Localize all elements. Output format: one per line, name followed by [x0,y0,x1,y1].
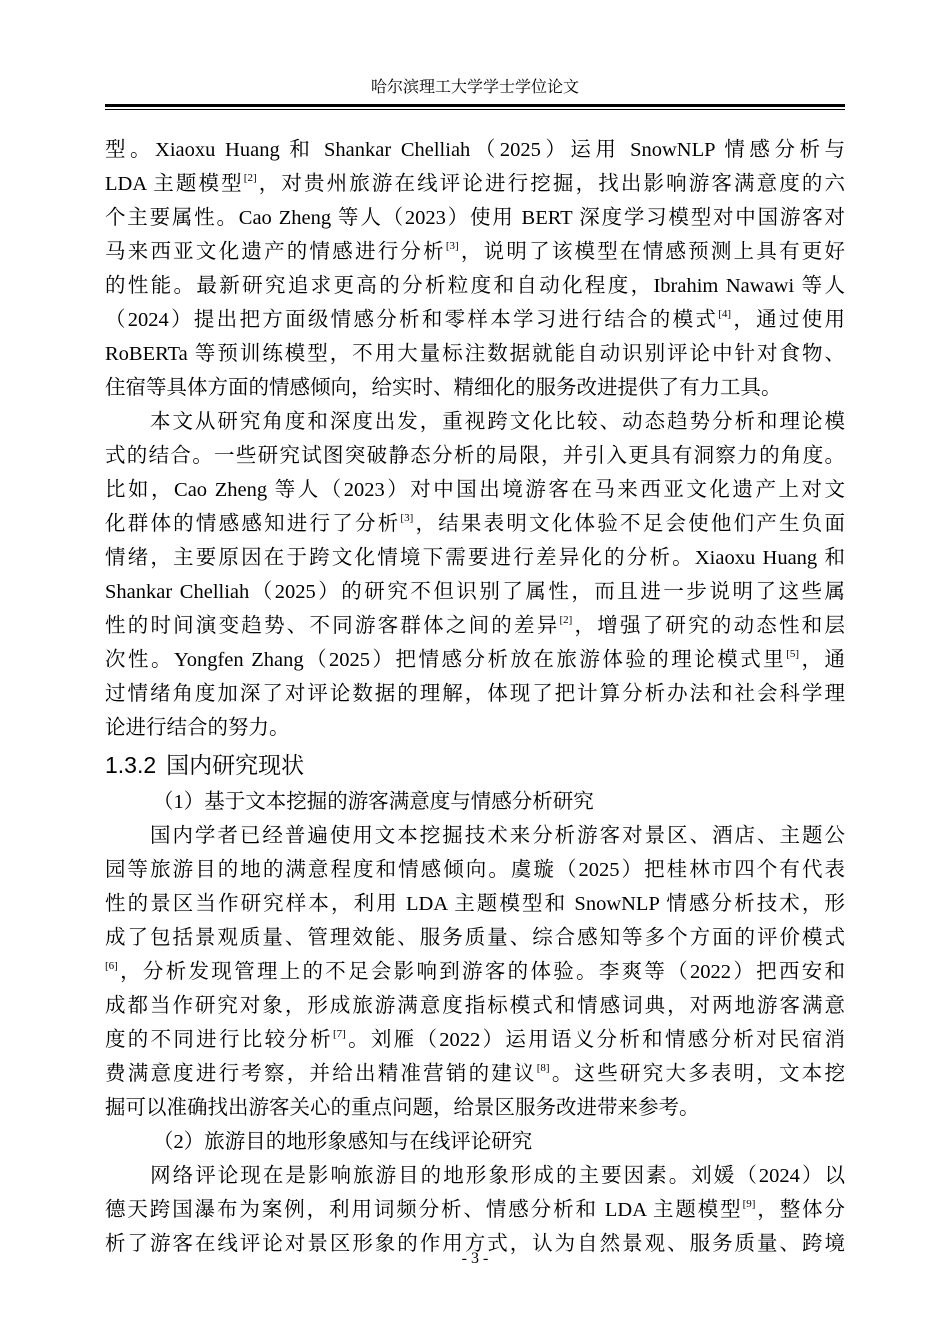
line-text-cont: ，增强了研究的动态性和层 [572,615,846,637]
line-text: LDA 主题模型 [105,173,244,195]
line-text-cont: ，结果表明文化体验不足会使他们产生负面 [413,513,846,535]
paragraph-group-2 [105,819,845,1125]
citation-ref: [2] [243,172,257,184]
page-header: 哈尔滨理工大学学士学位论文 [370,79,579,96]
line-text: 型。Xiaoxu Huang 和 Shankar Chelliah（2025）运用 SnowNLP 情感分析与 [105,139,845,161]
line-text: 化群体的情感感知进行了分析 [105,513,401,535]
line-text: 过情绪角度加深了对评论数据的理解，体现了把计算分析办法和社会科学理 [105,683,845,705]
citation-ref: [5] [786,648,800,660]
page-body [105,133,845,1261]
citation-ref: [8] [536,1062,550,1074]
text-line [105,1023,845,1057]
line-text: 比如，Cao Zheng 等人（2023）对中国出境游客在马来西亚文化遗产上对文 [105,479,845,501]
line-text: 性的景区当作研究样本，利用 LDA 主题模型和 SnowNLP 情感分析技术，形 [105,893,845,915]
line-text: 析了游客在线评论对景区形象的作用方式，认为自然景观、服务质量、跨境 [105,1233,845,1255]
text-line [105,507,845,541]
line-text: 国内学者已经普遍使用文本挖掘技术来分析游客对景区、酒店、主题公 [105,825,845,847]
line-text: 住宿等具体方面的情感倾向，给实时、精细化的服务改进提供了有力工具。 [105,377,782,399]
line-text: 园等旅游目的地的满意程度和情感倾向。虞璇（2025）把桂林市四个有代表 [105,859,845,881]
text-line [105,887,845,921]
subsection-heading-2: （2）旅游目的地形象感知与在线评论研究 [153,1131,533,1153]
line-text: 情绪，主要原因在于跨文化情境下需要进行差异化的分析。Xiaoxu Huang 和 [105,547,845,569]
line-text: 性的时间演变趋势、不同游客群体之间的差异 [105,615,560,637]
line-text-cont: ，对贵州旅游在线评论进行挖掘，找出影响游客满意度的六 [256,173,846,195]
text-line [105,1057,845,1091]
text-line [105,405,845,439]
line-text: 掘可以准确找出游客关心的重点问题，给景区服务改进带来参考。 [105,1097,700,1119]
text-line [105,643,845,677]
citation-ref: [7] [332,1028,346,1040]
line-text: 马来西亚文化遗产的情感进行分析 [105,241,446,263]
line-text: 的性能。最新研究追求更高的分析粒度和自动化程度，Ibrahim Nawawi 等人 [105,275,845,297]
line-text: 式的结合。一些研究试图突破静态分析的局限，并引入更具有洞察力的角度。 [105,445,845,467]
line-text: （2024）提出把方面级情感分析和零样本学习进行结合的模式 [105,309,719,331]
section-heading [105,745,845,785]
text-line [105,575,845,609]
text-line [105,269,845,303]
paragraph-group-3 [105,1159,845,1261]
citation-ref: [3] [445,240,459,252]
text-line [105,473,845,507]
text-line [105,677,845,711]
text-line [105,1091,845,1125]
line-text-cont: ，分析发现管理上的不足会影响到游客的体验。李爽等（2022）把西安和 [117,961,845,983]
citation-ref: [4] [718,308,732,320]
text-line [105,439,845,473]
text-line [105,819,845,853]
line-text-cont: ，通 [799,649,845,671]
line-text-cont: 。这些研究大多表明，文本挖 [549,1063,846,1085]
line-text: 费满意度进行考察，并给出精准营销的建议 [105,1063,537,1085]
line-text: 德天跨国瀑布为案例，利用词频分析、情感分析和 LDA 主题模型 [105,1199,743,1221]
line-text: 网络评论现在是影响旅游目的地形象形成的主要因素。刘媛（2024）以 [105,1165,845,1187]
line-text: 个主要属性。Cao Zheng 等人（2023）使用 BERT 深度学习模型对中国游客对 [105,207,845,229]
citation-ref: [2] [559,614,573,626]
text-line [105,303,845,337]
paragraph-group-1 [105,133,845,745]
citation-ref: [9] [742,1198,756,1210]
line-text-cont: ，通过使用 [731,309,846,331]
citation-ref: [6] [105,960,118,972]
text-line [105,167,845,201]
text-line [105,989,845,1023]
text-line [105,541,845,575]
text-line [105,371,845,405]
section-number: 1.3.2 [105,752,157,778]
line-text: RoBERTa 等预训练模型，不用大量标注数据就能自动识别评论中针对食物、 [105,343,845,365]
section-title: 国内研究现状 [166,753,305,779]
line-text-cont: ，说明了该模型在情感预测上具有更好 [458,241,846,263]
text-line [105,337,845,371]
text-line [105,921,845,955]
text-line [105,711,845,745]
text-line [105,201,845,235]
header-rule-thick [105,104,845,107]
text-line [105,853,845,887]
text-line [105,955,845,989]
line-text: 次性。Yongfen Zhang（2025）把情感分析放在旅游体验的理论模式里 [105,649,787,671]
text-line [105,1193,845,1227]
line-text: 本文从研究角度和深度出发，重视跨文化比较、动态趋势分析和理论模 [105,411,845,433]
line-text-cont: 。刘雁（2022）运用语义分析和情感分析对民宿消 [345,1029,846,1051]
subsection-heading-1: （1）基于文本挖掘的游客满意度与情感分析研究 [153,791,594,813]
text-line [105,609,845,643]
text-line [105,235,845,269]
line-text: 度的不同进行比较分析 [105,1029,333,1051]
line-text: Shankar Chelliah（2025）的研究不但识别了属性，而且进一步说明了这些属 [105,581,845,603]
page-number: - 3 - [461,1250,489,1267]
line-text: 成了包括景观质量、管理效能、服务质量、综合感知等多个方面的评价模式 [105,927,845,949]
header-rule-thin [105,109,845,110]
line-text-cont: ，整体分 [755,1199,846,1221]
text-line [105,133,845,167]
text-line [105,1159,845,1193]
citation-ref: [3] [400,512,414,524]
line-text: 成都当作研究对象，形成旅游满意度指标模式和情感词典，对两地游客满意 [105,995,845,1017]
line-text: 论进行结合的努力。 [105,717,290,739]
